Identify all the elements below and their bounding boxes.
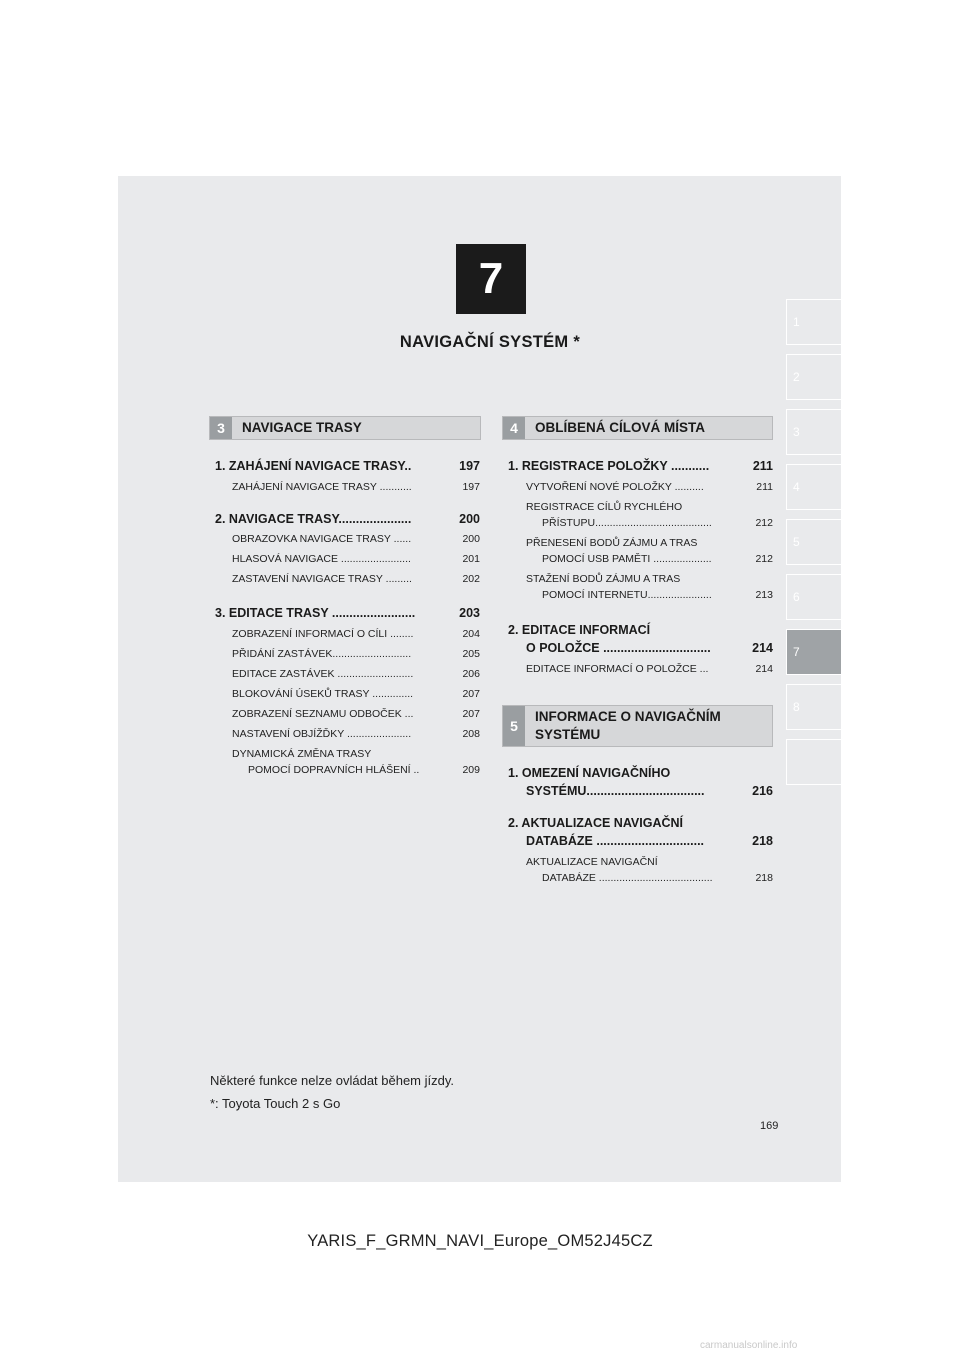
toc-sub-item[interactable] xyxy=(232,571,480,587)
toc-entry-zahajeni-navigace[interactable] xyxy=(215,457,480,475)
toc-sub-item[interactable] xyxy=(232,666,480,682)
toc-entry-label: DATABÁZE ............................... xyxy=(526,834,705,848)
toc-sub-page: 212 xyxy=(755,553,773,565)
toc-sub-page: 204 xyxy=(462,628,480,640)
toc-sub-page: 212 xyxy=(755,517,773,529)
toc-sub-label: PŘENESENÍ BODŮ ZÁJMU A TRAS xyxy=(526,537,698,549)
toc-sub-page: 201 xyxy=(462,553,480,565)
section-3-header xyxy=(209,416,481,440)
toc-entry-label: O POLOŽCE ............................... xyxy=(526,641,711,655)
toc-sub-label: NASTAVENÍ OBJÍŽĎKY ...................... xyxy=(232,728,412,740)
toc-entry-label: 1. OMEZENÍ NAVIGAČNÍHO xyxy=(508,766,671,780)
toc-sub-page: 213 xyxy=(755,589,773,601)
toc-sub-page: 209 xyxy=(462,764,480,776)
toc-sub-list-editace-trasy xyxy=(232,626,480,778)
toc-sub-zahajeni-navigace[interactable] xyxy=(232,479,480,495)
watermark: carmanualsonline.info xyxy=(700,1340,798,1351)
tab-8[interactable]: 8 xyxy=(786,684,841,730)
toc-sub-item[interactable] xyxy=(232,551,480,567)
toc-sub-page: 197 xyxy=(462,481,480,493)
toc-entry-registrace-polozky[interactable] xyxy=(508,457,773,475)
toc-sub-item[interactable] xyxy=(232,686,480,702)
toc-sub-item[interactable] xyxy=(232,626,480,642)
toc-sub-label: POMOCÍ INTERNETU...................... xyxy=(542,589,712,601)
toc-sub-page: 211 xyxy=(756,481,773,493)
section-4-number: 4 xyxy=(503,417,525,439)
section-4-title: OBLÍBENÁ CÍLOVÁ MÍSTA xyxy=(535,420,705,435)
toc-sub-label: REGISTRACE CÍLŮ RYCHLÉHO xyxy=(526,501,683,513)
toc-entry-label: 2. AKTUALIZACE NAVIGAČNÍ xyxy=(508,816,683,830)
toc-sub-aktualizace-databaze[interactable] xyxy=(526,854,773,886)
toc-sub-label: HLASOVÁ NAVIGACE ........................ xyxy=(232,553,411,565)
toc-sub-item[interactable] xyxy=(526,571,773,603)
toc-sub-label: ZOBRAZENÍ SEZNAMU ODBOČEK ... xyxy=(232,708,414,720)
tab-1[interactable]: 1 xyxy=(786,299,841,345)
toc-entry-label: 2. NAVIGACE TRASY..................... xyxy=(215,512,412,526)
tab-3[interactable]: 3 xyxy=(786,409,841,455)
document-id: YARIS_F_GRMN_NAVI_Europe_OM52J45CZ xyxy=(307,1232,653,1250)
toc-sub-label: POMOCÍ DOPRAVNÍCH HLÁŠENÍ .. xyxy=(248,764,420,776)
toc-sub-label: BLOKOVÁNÍ ÚSEKŮ TRASY .............. xyxy=(232,688,414,700)
toc-sub-label: PŘIDÁNÍ ZASTÁVEK........................... xyxy=(232,648,412,660)
toc-entry-page: 216 xyxy=(752,784,773,798)
chapter-title: NAVIGAČNÍ SYSTÉM * xyxy=(399,333,581,351)
toc-entry-page: 203 xyxy=(459,606,480,620)
toc-entry-page: 211 xyxy=(752,459,773,473)
section-4-header xyxy=(502,416,773,440)
toc-entry-page: 200 xyxy=(459,512,480,526)
section-5-title-line1: INFORMACE O NAVIGAČNÍM xyxy=(535,709,721,724)
toc-entry-editace-informaci[interactable] xyxy=(508,621,773,657)
toc-sub-label: ZOBRAZENÍ INFORMACÍ O CÍLI ........ xyxy=(232,628,414,640)
toc-sub-item[interactable] xyxy=(232,746,480,778)
toc-sub-page: 207 xyxy=(462,708,480,720)
toc-sub-page: 218 xyxy=(755,872,773,884)
toc-entry-label: 2. EDITACE INFORMACÍ xyxy=(508,623,651,637)
toc-sub-item[interactable] xyxy=(232,531,480,547)
note-footnote: *: Toyota Touch 2 s Go xyxy=(210,1096,341,1111)
toc-entry-label: SYSTÉMU.................................. xyxy=(526,784,705,798)
toc-sub-list-navigace-trasy xyxy=(232,531,480,587)
toc-sub-label: AKTUALIZACE NAVIGAČNÍ xyxy=(526,856,658,868)
toc-sub-label: VYTVOŘENÍ NOVÉ POLOŽKY .......... xyxy=(526,481,704,493)
toc-sub-item[interactable] xyxy=(232,706,480,722)
note-driving-restriction: Některé funkce nelze ovládat během jízdy. xyxy=(210,1073,455,1088)
toc-sub-item[interactable] xyxy=(232,726,480,742)
section-3-title: NAVIGACE TRASY xyxy=(242,420,362,435)
chapter-number: 7 xyxy=(456,244,526,314)
section-3-number: 3 xyxy=(210,417,232,439)
toc-entry-aktualizace-databaze[interactable] xyxy=(508,814,773,850)
toc-sub-label: EDITACE ZASTÁVEK .......................... xyxy=(232,668,414,680)
toc-sub-page: 207 xyxy=(462,688,480,700)
toc-sub-page: 214 xyxy=(755,663,773,675)
toc-sub-page: 202 xyxy=(462,573,480,585)
toc-entry-omezeni-systemu[interactable] xyxy=(508,764,773,800)
toc-sub-item[interactable] xyxy=(526,479,773,495)
tab-6[interactable]: 6 xyxy=(786,574,841,620)
toc-sub-item[interactable] xyxy=(232,646,480,662)
toc-sub-label: DATABÁZE ....................................... xyxy=(542,872,713,884)
toc-sub-label: OBRAZOVKA NAVIGACE TRASY ...... xyxy=(232,533,412,545)
toc-sub-item[interactable] xyxy=(526,535,773,567)
toc-entry-page: 218 xyxy=(752,834,773,848)
toc-entry-editace-trasy[interactable] xyxy=(215,604,480,622)
page-number: 169 xyxy=(760,1120,779,1132)
section-5-title-line2: SYSTÉMU xyxy=(535,727,601,742)
tab-2[interactable]: 2 xyxy=(786,354,841,400)
section-5-number: 5 xyxy=(503,706,525,746)
toc-sub-label: ZASTAVENÍ NAVIGACE TRASY ......... xyxy=(232,573,412,585)
toc-entry-label: 1. REGISTRACE POLOŽKY ........... xyxy=(508,459,710,473)
toc-sub-label: DYNAMICKÁ ZMĚNA TRASY xyxy=(232,748,372,760)
toc-sub-page: 200 xyxy=(462,533,480,545)
tab-4[interactable]: 4 xyxy=(786,464,841,510)
toc-sub-page: 208 xyxy=(462,728,480,740)
section-5-header xyxy=(502,705,773,747)
toc-entry-navigace-trasy[interactable] xyxy=(215,510,480,528)
toc-sub-item[interactable] xyxy=(526,499,773,531)
toc-sub-label: STAŽENÍ BODŮ ZÁJMU A TRAS xyxy=(526,573,681,585)
toc-sub-page: 205 xyxy=(462,648,480,660)
tab-9[interactable] xyxy=(786,739,841,785)
toc-sub-list-registrace xyxy=(526,479,773,603)
toc-sub-label: PŘÍSTUPU........................................ xyxy=(542,517,712,529)
toc-sub-label: ZAHÁJENÍ NAVIGACE TRASY ........... xyxy=(232,481,412,493)
toc-sub-label: EDITACE INFORMACÍ O POLOŽCE ... xyxy=(526,663,709,675)
section-5-title xyxy=(525,708,721,744)
toc-entry-page: 214 xyxy=(752,641,773,655)
toc-entry-label: 1. ZAHÁJENÍ NAVIGACE TRASY.. xyxy=(215,459,412,473)
toc-sub-editace-informaci[interactable] xyxy=(526,661,773,677)
toc-entry-page: 197 xyxy=(459,459,480,473)
toc-entry-label: 3. EDITACE TRASY ........................ xyxy=(215,606,416,620)
tab-5[interactable]: 5 xyxy=(786,519,841,565)
toc-sub-page: 206 xyxy=(462,668,480,680)
tab-7[interactable]: 7 xyxy=(786,629,841,675)
toc-sub-label: POMOCÍ USB PAMĚTI .................... xyxy=(542,553,712,565)
